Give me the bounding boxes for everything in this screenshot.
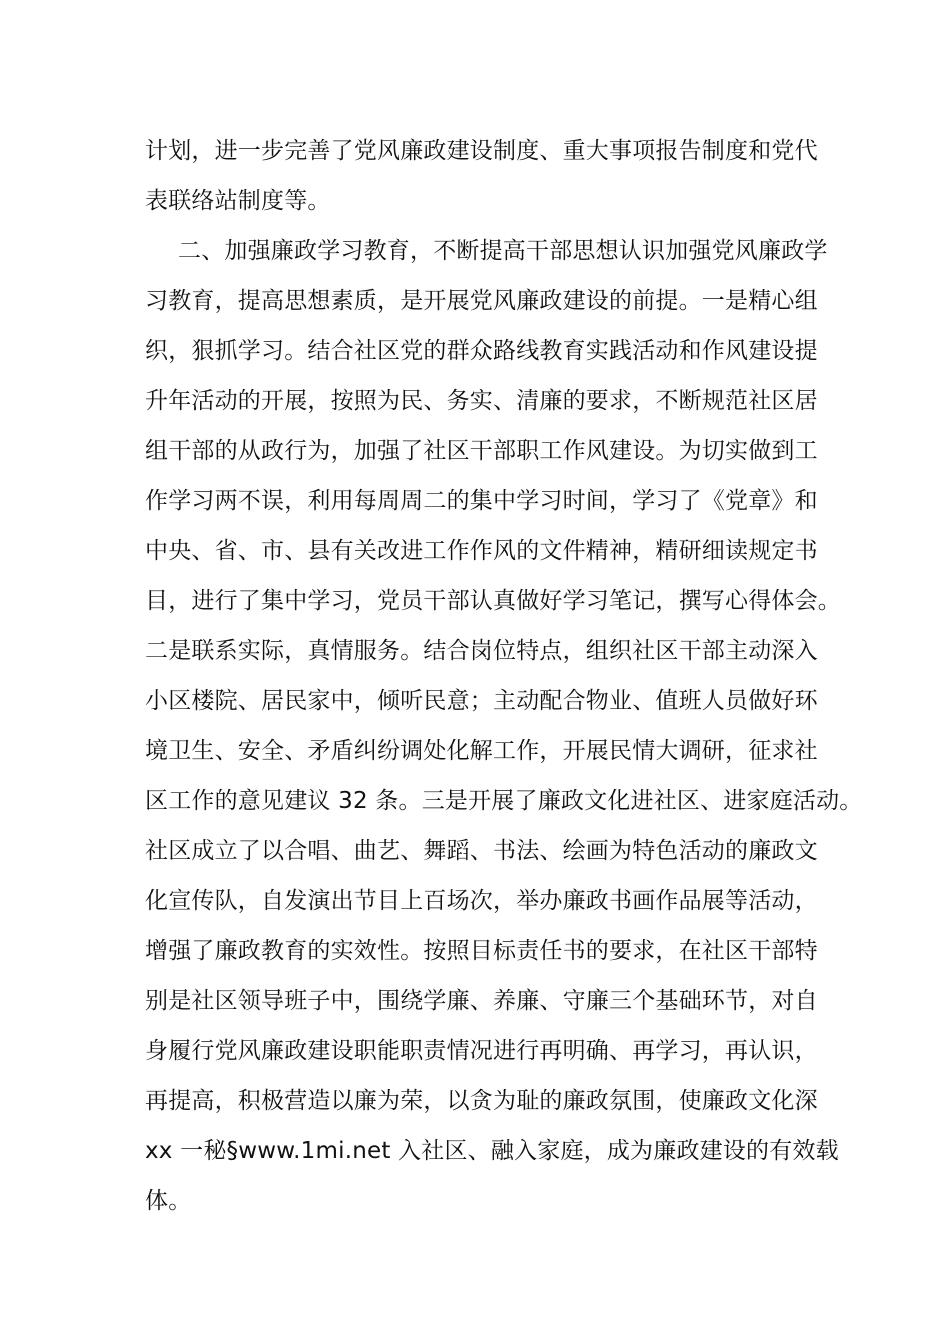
- text-line: 别是社区领导班子中，围绕学廉、养廉、守廉三个基础环节，对自: [145, 988, 818, 1014]
- text-line: 境卫生、安全、矛盾纠纷调处化解工作，开展民情大调研，征求社: [145, 738, 818, 764]
- text-line: 目，进行了集中学习，党员干部认真做好学习笔记，撰写心得体会。: [145, 588, 841, 614]
- text-line: 二、加强廉政学习教育，不断提高干部思想认识加强党风廉政学: [178, 238, 828, 264]
- text-line: 体。: [145, 1188, 192, 1214]
- text-line: xx 一秘§www.1mi.net 入社区、融入家庭，成为廉政建设的有效载: [145, 1138, 839, 1164]
- text-line: 组干部的从政行为，加强了社区干部职工作风建设。为切实做到工: [145, 438, 818, 464]
- text-line: 身履行党风廉政建设职能职责情况进行再明确、再学习，再认识，: [145, 1038, 818, 1064]
- text-line: 小区楼院、居民家中，倾听民意；主动配合物业、值班人员做好环: [145, 688, 818, 714]
- text-line: 作学习两不误，利用每周周二的集中学习时间，学习了《党章》和: [145, 488, 818, 514]
- text-line: 再提高，积极营造以廉为荣，以贪为耻的廉政氛围，使廉政文化深: [145, 1088, 818, 1114]
- text-line: 化宣传队，自发演出节目上百场次，举办廉政书画作品展等活动，: [145, 888, 818, 914]
- text-line: 区工作的意见建议 32 条。三是开展了廉政文化进社区、进家庭活动。: [145, 788, 863, 814]
- text-line: 表联络站制度等。: [145, 188, 331, 214]
- text-line: 二是联系实际，真情服务。结合岗位特点，组织社区干部主动深入: [145, 638, 818, 664]
- text-line: 习教育，提高思想素质，是开展党风廉政建设的前提。一是精心组: [145, 288, 818, 314]
- text-line: 中央、省、市、县有关改进工作作风的文件精神，精研细读规定书: [145, 538, 818, 564]
- text-line: 计划，进一步完善了党风廉政建设制度、重大事项报告制度和党代: [145, 138, 818, 164]
- text-line: 织，狠抓学习。结合社区党的群众路线教育实践活动和作风建设提: [145, 338, 818, 364]
- text-line: 升年活动的开展，按照为民、务实、清廉的要求，不断规范社区居: [145, 388, 818, 414]
- text-line: 社区成立了以合唱、曲艺、舞蹈、书法、绘画为特色活动的廉政文: [145, 838, 818, 864]
- text-line: 增强了廉政教育的实效性。按照目标责任书的要求，在社区干部特: [145, 938, 818, 964]
